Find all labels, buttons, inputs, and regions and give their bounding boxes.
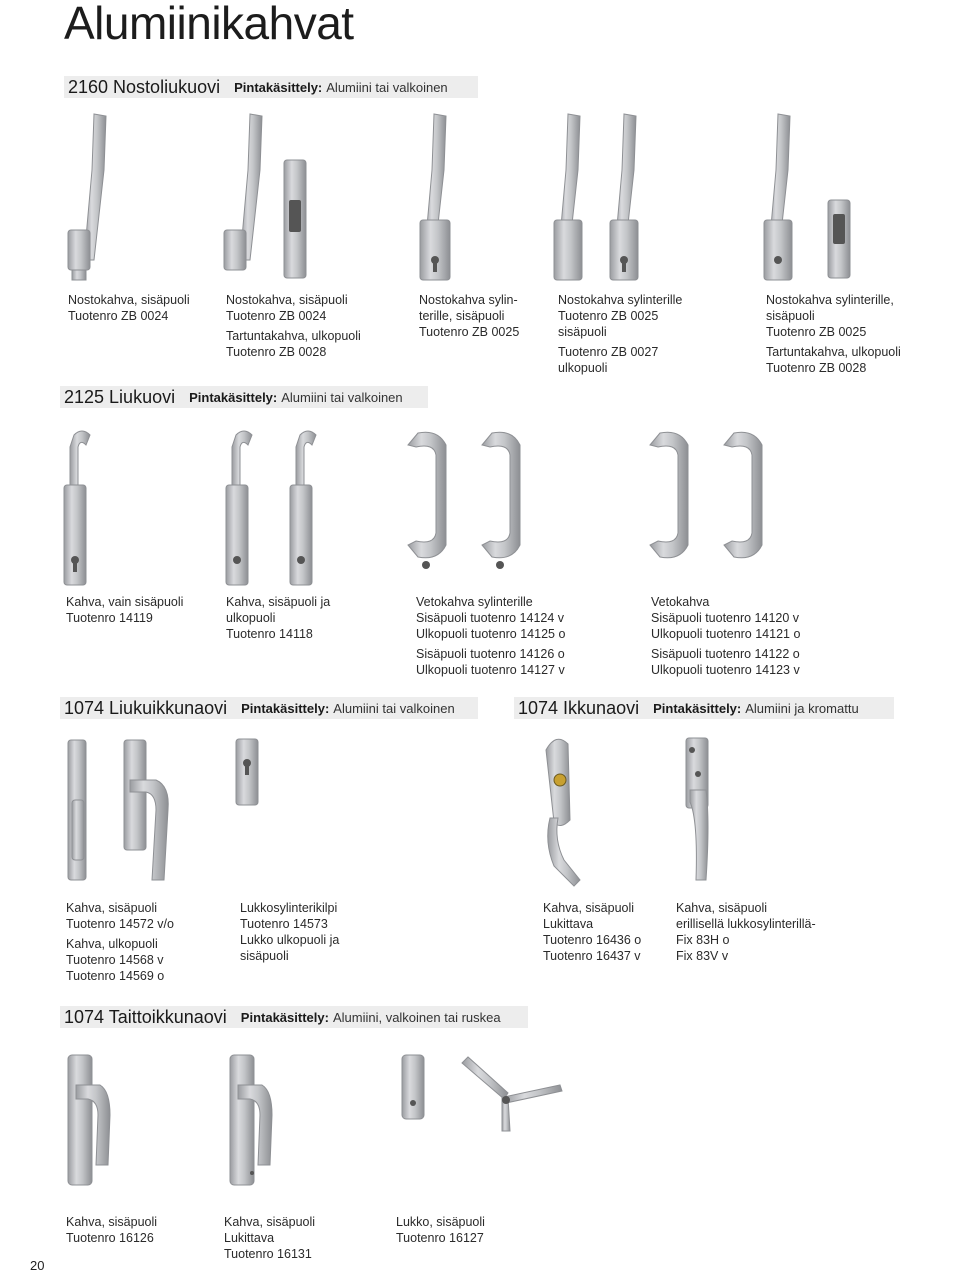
handle-zb0024-image <box>64 110 124 285</box>
handle-14119-image <box>60 425 110 590</box>
section-title: 2125 Liukuovi <box>64 386 176 407</box>
handle-zb0025-image <box>410 110 470 285</box>
finish-label: Pintakäsittely: <box>189 389 278 405</box>
caption-zb0025-zb0027: Nostokahva sylinterille Tuotenro ZB 0025 sisäpuoli Tuotenro ZB 0027 ulkopuoli <box>558 293 683 375</box>
section-title: 1074 Liukuikkunaovi <box>64 697 228 718</box>
section-title: 1074 Ikkunaovi <box>518 697 640 718</box>
handle-14572-14568-image <box>60 730 190 890</box>
finish-label: Pintakäsittely: <box>240 1009 329 1025</box>
section-header-taittoikkunaovi <box>60 1006 528 1028</box>
handle-zb0025-zb0028-image <box>750 110 860 285</box>
handle-16436-16437-image <box>536 730 596 890</box>
lock-16127-image <box>392 1045 572 1135</box>
finish-label: Pintakäsittely: <box>653 700 742 716</box>
caption-zb0025: Nostokahva sylin- terille, sisäpuoli Tuotenro ZB 0025 <box>419 293 520 339</box>
handle-zb0024-zb0028-image <box>222 110 312 285</box>
handle-16131-image <box>222 1045 292 1195</box>
caption-zb0024: Nostokahva, sisäpuoli Tuotenro ZB 0024 <box>68 293 190 323</box>
finish-value: Alumiini tai valkoinen <box>333 700 455 716</box>
handle-fix83-image <box>672 730 732 890</box>
caption-fix83: Kahva, sisäpuoli erillisellä lukkosylinterillä- Fix 83H o Fix 83V v <box>676 901 816 963</box>
finish-value: Alumiini, valkoinen tai ruskea <box>332 1009 501 1025</box>
finish-label: Pintakäsittely: <box>241 700 330 716</box>
section-header-liukuikkunaovi <box>60 697 478 719</box>
section-header-liukuovi <box>60 386 428 408</box>
section-title: 1074 Taittoikkunaovi <box>64 1006 227 1027</box>
handle-14118-image <box>216 425 326 590</box>
section-title: 2160 Nostoliukuovi <box>68 76 221 97</box>
caption-zb0024-zb0028: Nostokahva, sisäpuoli Tuotenro ZB 0024 Tartuntakahva, ulkopuoli Tuotenro ZB 0028 <box>226 293 361 359</box>
caption-16131: Kahva, sisäpuoli Lukittava Tuotenro 16131 <box>224 1215 316 1261</box>
cylinder-plate-14573-image <box>228 735 268 810</box>
caption-14124-14127: Vetokahva sylinterille Sisäpuoli tuotenro 14124 v Ulkopuoli tuotenro 14125 o Sisäpuoli tuotenro 14126 o Ulkopuoli tuotenro 14127 v <box>416 595 566 677</box>
page-title: Alumiinikahvat <box>64 0 354 49</box>
caption-14573: Lukkosylinterikilpi Tuotenro 14573 Lukko ulkopuoli ja sisäpuoli <box>240 901 340 963</box>
finish-value: Alumiini tai valkoinen <box>326 79 448 95</box>
caption-16436-16437: Kahva, sisäpuoli Lukittava Tuotenro 16436 o Tuotenro 16437 v <box>543 901 642 963</box>
caption-zb0025-zb0028: Nostokahva sylinterille, sisäpuoli Tuotenro ZB 0025 Tartuntakahva, ulkopuoli Tuotenro ZB 0028 <box>766 293 901 375</box>
handle-zb0025-zb0027-image <box>540 110 650 285</box>
finish-value: Alumiini tai valkoinen <box>281 389 403 405</box>
caption-14572-14568: Kahva, sisäpuoli Tuotenro 14572 v/o Kahva, ulkopuoli Tuotenro 14568 v Tuotenro 14569 o <box>66 901 174 983</box>
caption-14119: Kahva, vain sisäpuoli Tuotenro 14119 <box>66 595 184 625</box>
handle-16126-image <box>60 1045 130 1195</box>
page-number: 20 <box>30 1258 45 1273</box>
caption-14120-14123: Vetokahva Sisäpuoli tuotenro 14120 v Ulkopuoli tuotenro 14121 o Sisäpuoli tuotenro 14122 o Ulkopuoli tuotenro 14123 v <box>651 595 801 677</box>
caption-14118: Kahva, sisäpuoli ja ulkopuoli Tuotenro 14118 <box>226 595 331 641</box>
section-header-nostoliukuovi <box>64 76 478 98</box>
pull-handle-14120-14123-image <box>640 425 790 590</box>
finish-label: Pintakäsittely: <box>234 79 323 95</box>
caption-16127: Lukko, sisäpuoli Tuotenro 16127 <box>396 1215 485 1245</box>
finish-value: Alumiini ja kromattu <box>745 700 859 716</box>
caption-16126: Kahva, sisäpuoli Tuotenro 16126 <box>66 1215 158 1245</box>
section-header-ikkunaovi <box>514 697 894 719</box>
pull-handle-14124-14127-image <box>398 425 548 590</box>
